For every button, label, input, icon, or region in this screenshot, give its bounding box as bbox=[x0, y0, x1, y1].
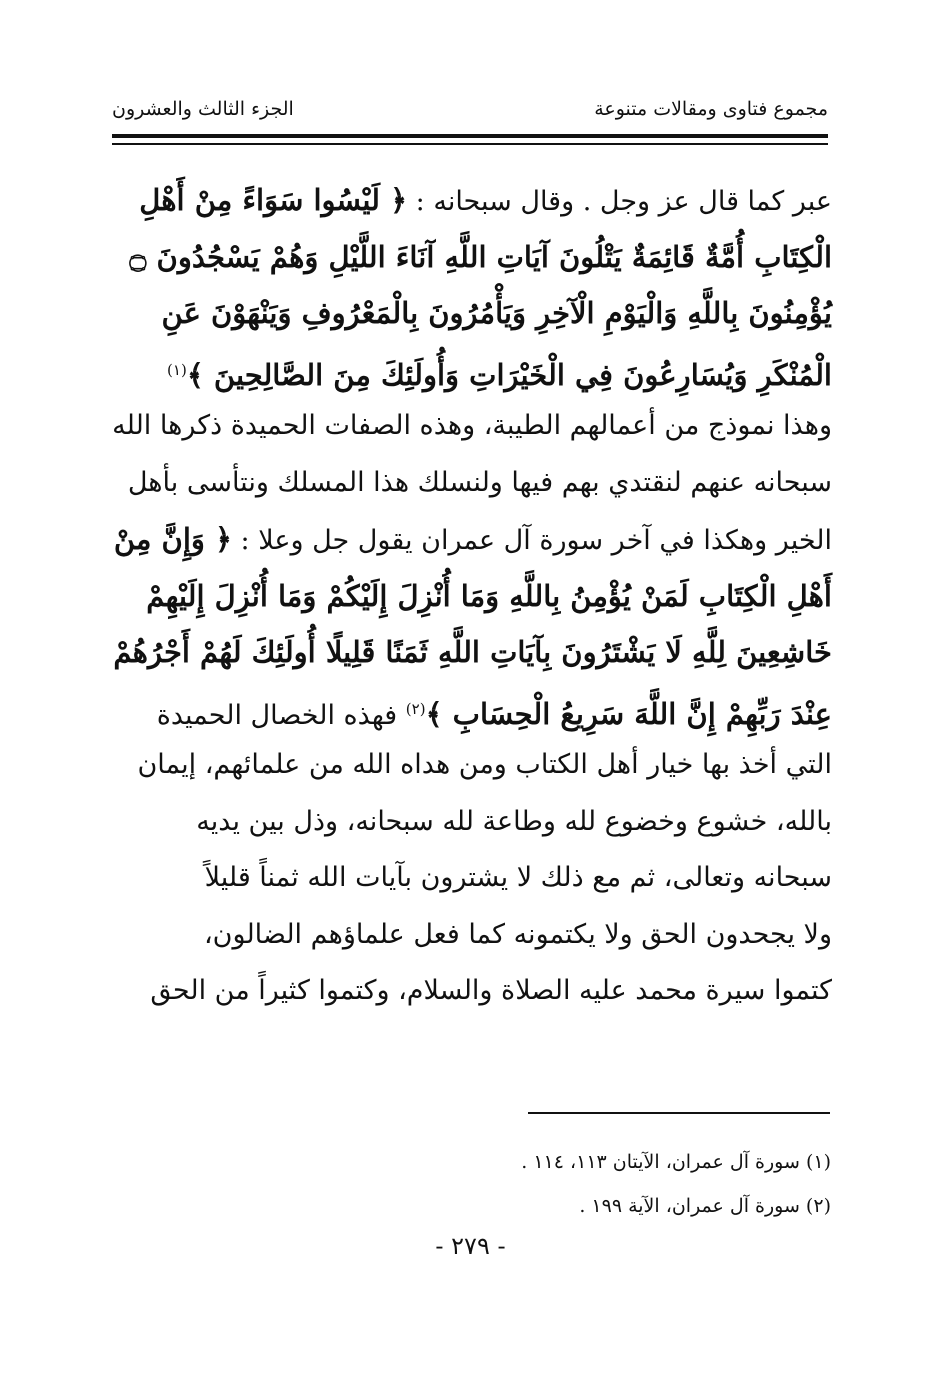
line-2-quran: الْكِتَابِ أُمَّةٌ قَائِمَةٌ يَتْلُونَ آيَاتِ اللَّهِ آنَاءَ اللَّيْلِ وَهُمْ يَسْجُدُونَ ۝ bbox=[129, 239, 832, 274]
body-text bbox=[110, 172, 832, 1020]
text-line-4 bbox=[110, 342, 832, 399]
line-10-quran: عِنْدَ رَبِّهِمْ إِنَّ اللَّهَ سَرِيعُ الْحِسَابِ ﴾ bbox=[425, 696, 832, 731]
text-line-10 bbox=[110, 681, 832, 738]
page-header bbox=[112, 92, 828, 126]
line-3-quran: يُؤْمِنُونَ بِاللَّهِ وَالْيَوْمِ الْآخِرِ وَيَأْمُرُونَ بِالْمَعْرُوفِ وَيَنْهَوْنَ عَنِ bbox=[161, 296, 832, 330]
line-7-plain: الخير وهكذا في آخر سورة آل عمران يقول جل وعلا : bbox=[231, 525, 832, 556]
text-line-12 bbox=[110, 794, 832, 851]
footnote-ref-1: (١) bbox=[167, 360, 187, 379]
text-line-8 bbox=[110, 568, 832, 625]
text-line-14 bbox=[110, 907, 832, 964]
line-13-plain: سبحانه وتعالى، ثم مع ذلك لا يشترون بآيات الله ثمناً قليلاً bbox=[204, 862, 832, 893]
line-14-plain: ولا يجحدون الحق ولا يكتمونه كما فعل علماؤهم الضالون، bbox=[203, 918, 832, 950]
text-line-13 bbox=[110, 850, 832, 907]
text-line-2 bbox=[110, 229, 832, 286]
text-line-3 bbox=[110, 285, 832, 342]
text-line-9 bbox=[110, 624, 832, 681]
footnote-2: (٢) سورة آل عمران، الآية ١٩٩ . bbox=[579, 1195, 831, 1217]
line-9-quran: خَاشِعِينَ لِلَّهِ لَا يَشْتَرُونَ بِآيَاتِ اللَّهِ ثَمَنًا قَلِيلًا أُولَئِكَ لَهُمْ أَجْرُهُمْ bbox=[113, 635, 832, 669]
line-1-quran: ﴿ لَيْسُوا سَوَاءً مِنْ أَهْلِ bbox=[139, 183, 408, 217]
footnote-1: (١) سورة آل عمران، الآيتان ١١٣، ١١٤ . bbox=[521, 1151, 831, 1173]
text-line-1 bbox=[110, 172, 832, 229]
footnote-rule bbox=[528, 1112, 830, 1114]
line-5-plain: وهذا نموذج من أعمالهم الطيبة، وهذه الصفات الحميدة ذكرها الله bbox=[112, 410, 832, 441]
line-1-plain: عبر كما قال عز وجل . وقال سبحانه : bbox=[407, 186, 832, 217]
book-title: مجموع فتاوى ومقالات متنوعة bbox=[594, 98, 828, 120]
line-11-plain: التي أخذ بها خيار أهل الكتاب ومن هداه الله من علمائهم، إيمان bbox=[137, 749, 832, 780]
footnotes bbox=[111, 1140, 831, 1228]
text-line-15 bbox=[110, 963, 832, 1020]
footnote-ref-2: (٢) bbox=[405, 699, 426, 718]
text-line-11 bbox=[110, 737, 832, 794]
header-rule-thin bbox=[112, 143, 828, 145]
volume-title: الجزء الثالث والعشرون bbox=[112, 98, 294, 120]
line-15-plain: كتموا سيرة محمد عليه الصلاة والسلام، وكتموا كثيراً من الحق bbox=[150, 975, 832, 1006]
page-number: - ٢٧٩ - bbox=[435, 1232, 506, 1260]
line-10-plain: فهذه الخصال الحميدة bbox=[156, 699, 406, 731]
line-12-plain: بالله، خشوع وخضوع لله وطاعة لله سبحانه، وذل بين يديه bbox=[196, 805, 832, 837]
text-line-7 bbox=[110, 511, 832, 568]
line-6-plain: سبحانه عنهم لنقتدي بهم فيها ولنسلك هذا المسلك ونتأسى بأهل bbox=[127, 466, 832, 498]
line-8-quran: أَهْلِ الْكِتَابِ لَمَنْ يُؤْمِنُ بِاللَّهِ وَمَا أُنْزِلَ إِلَيْكُمْ وَمَا أُنْزِلَ إِلَيْهِمْ bbox=[146, 578, 832, 613]
header-rule-thick bbox=[112, 134, 828, 138]
text-line-6 bbox=[110, 455, 832, 512]
line-4-quran: الْمُنْكَرِ وَيُسَارِعُونَ فِي الْخَيْرَاتِ وَأُولَئِكَ مِنَ الصَّالِحِينَ ﴾ bbox=[186, 357, 832, 392]
text-line-5 bbox=[110, 398, 832, 455]
line-7-quran: ﴿ وَإِنَّ مِنْ bbox=[113, 522, 232, 556]
